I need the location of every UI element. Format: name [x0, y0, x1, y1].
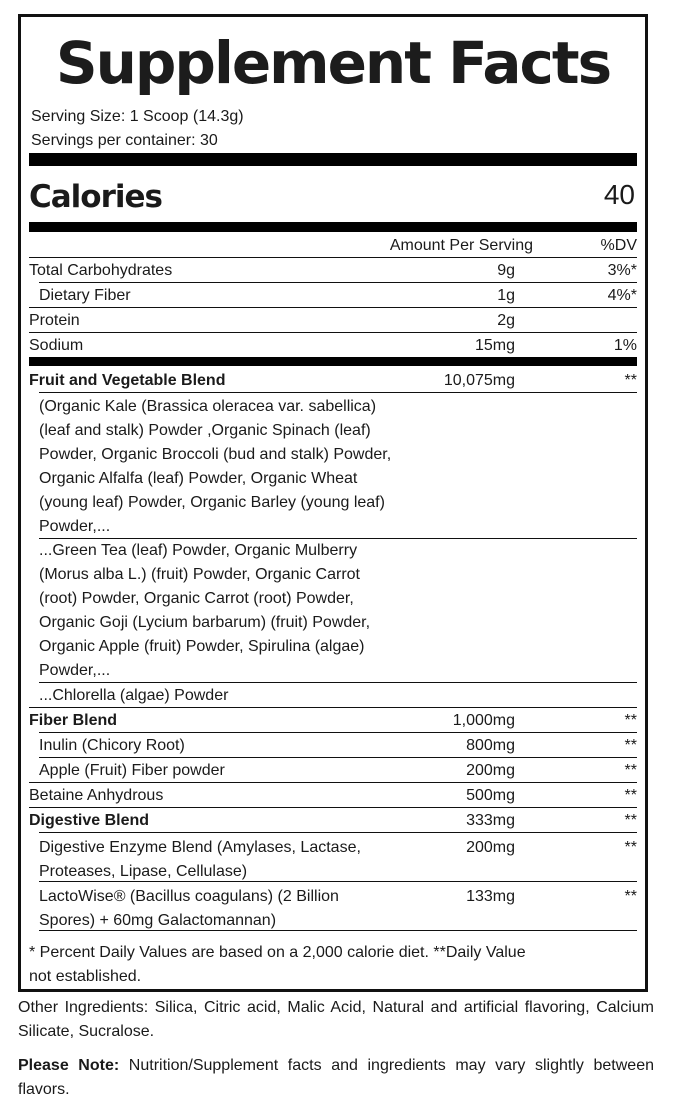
divider — [39, 881, 637, 882]
dv-header: %DV — [600, 237, 637, 254]
blend-ingredients-part-2: ...Green Tea (leaf) Powder, Organic Mulberry (Morus alba L.) (fruit) Powder, Organic Carrot (root) Powder, Organic Carrot (root) Powder, Organic Goji (Lycium barbarum) (fruit) Powder, Organic Apple (fruit) Powder, Spirulina (algae) Powder,... — [39, 542, 371, 679]
serving-size: Serving Size: 1 Scoop (14.3g) — [31, 108, 244, 125]
calories-value: 40 — [603, 179, 635, 210]
divider — [39, 832, 637, 833]
divider — [39, 282, 637, 283]
panel-title: Supplement Facts — [55, 29, 611, 97]
footnote: * Percent Daily Values are based on a 2,000 calorie diet. **Daily Value not established. — [29, 944, 526, 985]
divider — [29, 307, 637, 308]
divider — [39, 757, 637, 758]
thick-divider — [29, 222, 637, 232]
divider — [29, 807, 637, 808]
divider — [39, 732, 637, 733]
thick-divider — [29, 357, 637, 366]
supplement-facts-panel: Supplement Facts Serving Size: 1 Scoop (14.3g) Servings per container: 30 Calories 40 Amount Per Serving %DV Total Carbohydrates 9g 3%* Dietary Fiber 1g 4%* Protein 2g Sodium 15mg 1% Fruit and Vegetable Blend 10,075mg ** (Organic Kale (Brassica oleracea var. sabellica) (leaf and stalk) Powder ,Organic Spinach (leaf) Powder, Organic Broccoli (bud and stalk) Powder, Organic Alfalfa (leaf) Powder, Organic Wheat (young leaf) Powder, Organic Barley (young leaf) Powder,... ...Green Tea (leaf) Powder, Organic Mulberry (Morus alba L.) (fruit) Powder, Organic Carrot (root) Powder, Organic Carrot (root) Powder, Organic Goji (Lycium barbarum) (fruit) Powder, Organic Apple (fruit) Powder, Spirulina (algae) Powder,... ...Chlorella (algae) Powder Fiber Blend 1,000mg ** Inulin (Chicory Root) 800mg ** Apple (Fruit) Fiber powder 200mg ** Betaine Anhydrous 500mg ** Digestive Blend 333mg ** Digestive Enzyme Blend (Amylases, Lactase, Proteases, Lipase, Cellulase) 200mg ** LactoWise® (Bacillus coagulans) (2 Billion Spores) + 60mg Galactomannan) 133mg ** * Percent Daily Values are based on a 2,000 calorie diet. **Daily Value not established. — [18, 14, 648, 992]
please-note-label: Please Note: — [18, 1057, 120, 1074]
please-note — [18, 1054, 654, 1102]
divider — [39, 682, 637, 683]
divider — [39, 930, 637, 931]
divider — [39, 392, 637, 393]
divider — [29, 782, 637, 783]
please-note-text: Nutrition/Supplement facts and ingredients may vary slightly between flavors. — [18, 1057, 654, 1098]
blend-ingredients-part-3: ...Chlorella (algae) Powder — [39, 687, 229, 704]
other-ingredients: Other Ingredients: Silica, Citric acid, Malic Acid, Natural and artificial flavoring, Calcium Silicate, Sucralose. — [18, 999, 654, 1040]
thick-divider — [29, 153, 637, 166]
calories-label: Calories — [29, 179, 162, 215]
divider — [29, 257, 637, 258]
blend-ingredients-part-1: (Organic Kale (Brassica oleracea var. sabellica) (leaf and stalk) Powder ,Organic Spinach (leaf) Powder, Organic Broccoli (bud and stalk) Powder, Organic Alfalfa (leaf) Powder, Organic Wheat (young leaf) Powder, Organic Barley (young leaf) Powder,... — [39, 398, 392, 535]
divider — [29, 332, 637, 333]
servings-per-container: Servings per container: 30 — [31, 132, 218, 149]
amount-header: Amount Per Serving — [389, 237, 533, 254]
divider — [29, 707, 637, 708]
